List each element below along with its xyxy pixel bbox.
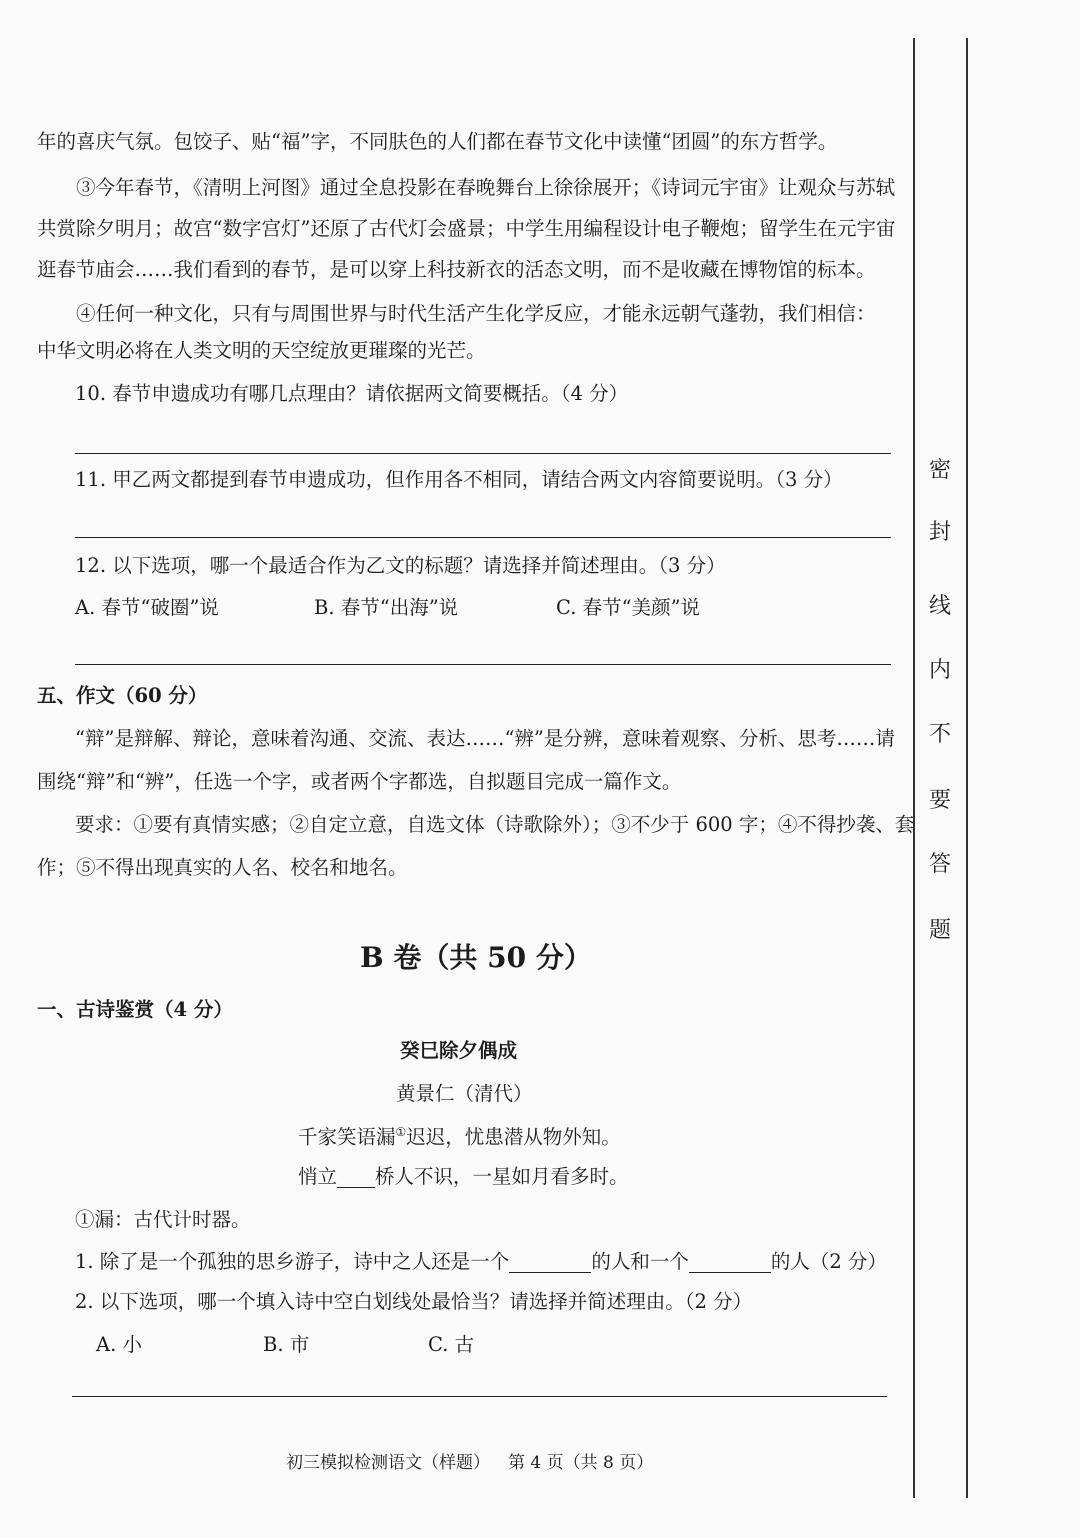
question-11: 11. 甲乙两文都提到春节申遗成功，但作用各不相同，请结合两文内容简要说明。（3 分） [75,468,843,491]
essay-prompt-line: “辩”是辩解、辩论，意味着沟通、交流、表达……“辨”是分辨，意味着观察、分析、思考……请 [75,727,895,750]
seal-line-char: 密 [928,458,951,483]
page-number: 第 4 页（共 8 页） [508,1453,654,1473]
section-b-title: B 卷（共 50 分） [360,941,592,974]
question-text: 的人和一个 [591,1250,689,1273]
option-b: B. 春节“出海”说 [314,596,459,619]
seal-line-right-border [966,38,968,1498]
seal-line-char: 不 [928,722,951,747]
poem-text: 悄立 [298,1165,338,1188]
answer-line[interactable] [75,537,891,538]
passage-line: 中华文明必将在人类文明的天空绽放更璀璨的光芒。 [37,339,486,362]
seal-line-left-border [913,38,915,1498]
question-10: 10. 春节申遗成功有哪几点理由？请依据两文简要概括。（4 分） [75,382,629,405]
passage-line: 年的喜庆气氛。包饺子、贴“福”字，不同肤色的人们都在春节文化中读懂“团圆”的东方哲学。 [37,130,838,153]
seal-line-char: 封 [928,520,951,545]
essay-requirement-line: 作；⑤不得出现真实的人名、校名和地名。 [37,856,408,879]
seal-line-char: 题 [928,918,951,943]
seal-line-char: 内 [928,658,951,683]
question-text: 的人（2 分） [770,1250,887,1273]
option-c: C. 古 [428,1333,475,1356]
essay-prompt-line: 围绕“辩”和“辨”，任选一个字，或者两个字都选，自拟题目完成一篇作文。 [37,770,682,793]
essay-heading: 五、作文（60 分） [37,684,208,707]
passage-line: ③今年春节，《清明上河图》通过全息投影在春晚舞台上徐徐展开；《诗词元宇宙》让观众与苏轼 [76,176,896,199]
seal-line-char: 要 [928,788,951,813]
poem-line [298,1126,621,1147]
poem-text: 千家笑语漏 [298,1125,396,1149]
essay-requirement-line: 要求：①要有真情实感；②自定立意，自选文体（诗歌除外）；③不少于 600 字；④不得抄袭、套 [75,813,915,836]
question-text: 1. 除了是一个孤独的思乡游子，诗中之人还是一个 [75,1250,510,1273]
poem-blank[interactable] [337,1167,375,1188]
footnote-marker: ① [395,1125,407,1139]
question-2: 2. 以下选项，哪一个填入诗中空白划线处最恰当？请选择并简述理由。（2 分） [75,1290,753,1313]
option-a: A. 春节“破圈”说 [75,596,219,619]
answer-line[interactable] [72,1396,887,1397]
poem-text: 桥人不识，一星如月看多时。 [375,1165,629,1188]
footer [286,1455,653,1472]
option-b: B. 市 [263,1333,310,1356]
footnote: ①漏：古代计时器。 [75,1208,251,1231]
question-1 [75,1252,887,1273]
exam-name: 初三模拟检测语文（样题） [286,1453,490,1473]
passage-line: ④任何一种文化，只有与周围世界与时代生活产生化学反应，才能永远朝气蓬勃，我们相信： [76,302,876,325]
answer-blank[interactable] [509,1252,591,1273]
passage-line: 逛春节庙会……我们看到的春节，是可以穿上科技新衣的活态文明，而不是收藏在博物馆的标本。 [37,258,876,281]
poem-line [298,1167,629,1188]
question-12: 12. 以下选项，哪一个最适合作为乙文的标题？请选择并简述理由。（3 分） [75,554,726,577]
option-a: A. 小 [96,1333,142,1356]
answer-line[interactable] [75,453,891,454]
poem-author: 黄景仁（清代） [396,1082,533,1105]
passage-line: 共赏除夕明月；故宫“数字宫灯”还原了古代灯会盛景；中学生用编程设计电子鞭炮；留学生在元宇宙 [37,217,896,240]
answer-line[interactable] [75,664,891,665]
poem-text: 迟迟，忧患潜从物外知。 [406,1125,621,1149]
section-heading: 一、古诗鉴赏（4 分） [37,998,233,1021]
seal-line-char: 线 [928,594,951,619]
seal-line-char: 答 [928,852,951,877]
option-c: C. 春节“美颜”说 [556,596,701,619]
answer-blank[interactable] [689,1252,771,1273]
poem-title: 癸巳除夕偶成 [400,1039,518,1062]
